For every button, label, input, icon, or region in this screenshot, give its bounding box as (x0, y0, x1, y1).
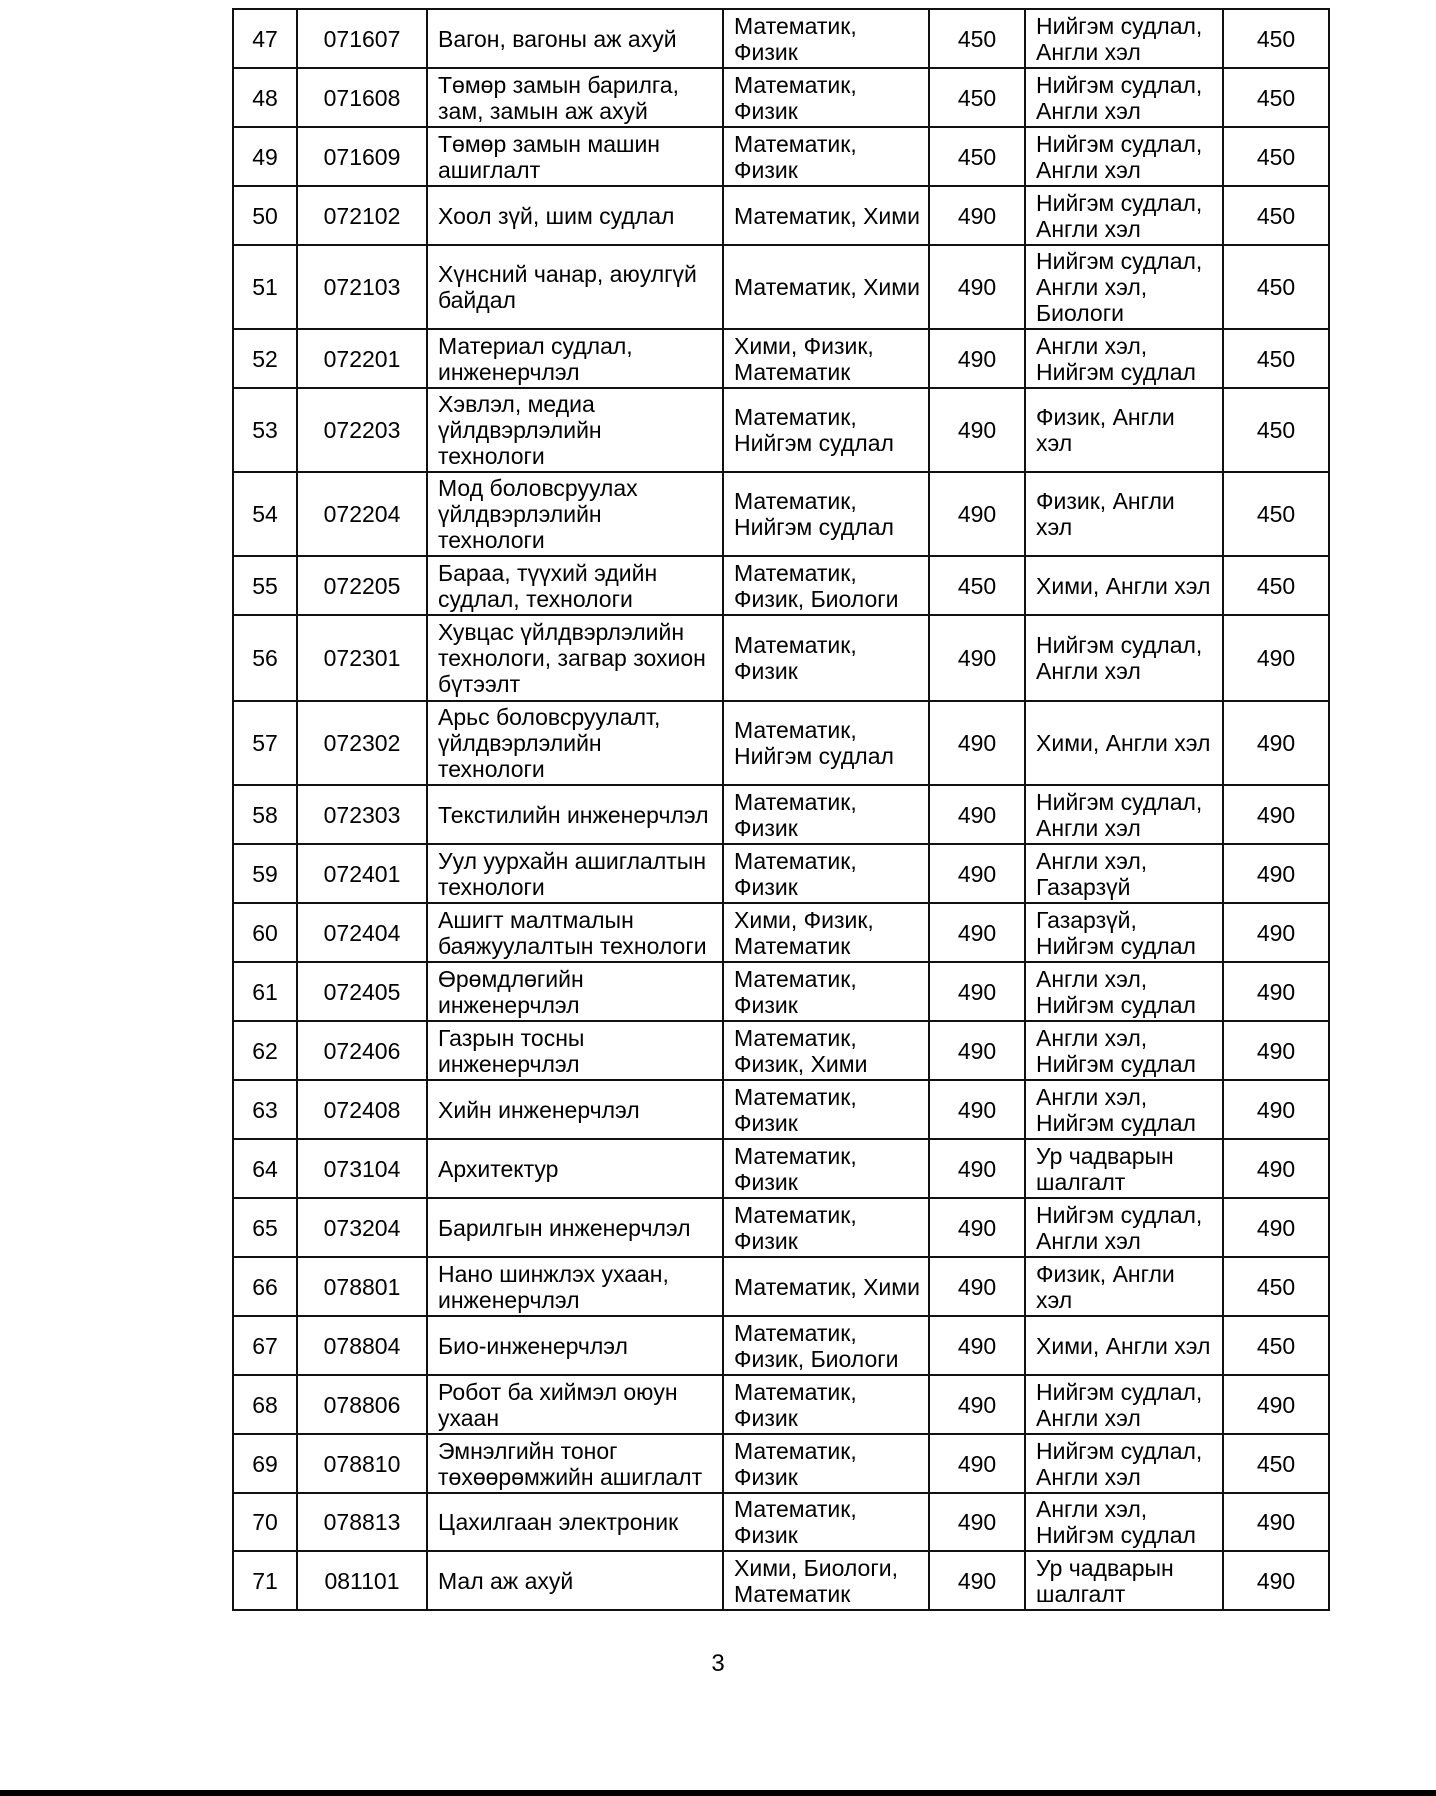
table-row (233, 388, 1329, 472)
secondary-subjects-cell: Нийгэм судлал, Англи хэл, Биологи (1025, 245, 1223, 329)
row-number-cell: 51 (233, 245, 297, 329)
secondary-subjects-cell: Нийгэм судлал, Англи хэл (1025, 1198, 1223, 1257)
secondary-score-cell: 490 (1223, 1021, 1329, 1080)
program-name-cell: Цахилгаан электроник (427, 1493, 723, 1551)
primary-subjects-cell: Математик, Физик (723, 68, 929, 127)
secondary-score-cell: 490 (1223, 1493, 1329, 1551)
secondary-subjects-cell: Англи хэл, Нийгэм судлал (1025, 1021, 1223, 1080)
row-number-cell: 65 (233, 1198, 297, 1257)
row-number-cell: 47 (233, 9, 297, 68)
primary-subjects-cell: Математик, Физик (723, 844, 929, 903)
row-number-cell: 64 (233, 1139, 297, 1198)
primary-subjects-cell: Математик, Физик (723, 1198, 929, 1257)
program-name-cell: Өрөмдлөгийн инженерчлэл (427, 962, 723, 1021)
program-name-cell: Арьс боловсруулалт, үйлдвэрлэлийн технологи (427, 701, 723, 785)
program-code-cell: 078801 (297, 1257, 427, 1316)
row-number-cell: 70 (233, 1493, 297, 1551)
program-name-cell: Био-инженерчлэл (427, 1316, 723, 1375)
secondary-score-cell: 450 (1223, 556, 1329, 615)
program-code-cell: 072204 (297, 472, 427, 556)
program-code-cell: 072408 (297, 1080, 427, 1139)
table-row (233, 1493, 1329, 1551)
primary-subjects-cell: Хими, Биологи, Математик (723, 1551, 929, 1610)
table-row (233, 1375, 1329, 1434)
primary-subjects-cell: Математик, Физик (723, 1375, 929, 1434)
program-name-cell: Эмнэлгийн тоног төхөөрөмжийн ашиглалт (427, 1434, 723, 1493)
primary-score-cell: 490 (929, 1375, 1025, 1434)
program-code-cell: 078813 (297, 1493, 427, 1551)
primary-score-cell: 450 (929, 127, 1025, 186)
primary-score-cell: 490 (929, 1139, 1025, 1198)
primary-score-cell: 490 (929, 472, 1025, 556)
primary-score-cell: 490 (929, 903, 1025, 962)
primary-score-cell: 490 (929, 329, 1025, 388)
secondary-score-cell: 490 (1223, 701, 1329, 785)
secondary-subjects-cell: Хими, Англи хэл (1025, 556, 1223, 615)
table-row (233, 556, 1329, 615)
program-code-cell: 078810 (297, 1434, 427, 1493)
row-number-cell: 60 (233, 903, 297, 962)
row-number-cell: 66 (233, 1257, 297, 1316)
program-code-cell: 081101 (297, 1551, 427, 1610)
secondary-score-cell: 450 (1223, 1257, 1329, 1316)
program-name-cell: Материал судлал, инженерчлэл (427, 329, 723, 388)
secondary-score-cell: 490 (1223, 1139, 1329, 1198)
secondary-subjects-cell: Нийгэм судлал, Англи хэл (1025, 186, 1223, 245)
row-number-cell: 63 (233, 1080, 297, 1139)
table-row (233, 1198, 1329, 1257)
program-code-cell: 071608 (297, 68, 427, 127)
table-row (233, 9, 1329, 68)
secondary-subjects-cell: Нийгэм судлал, Англи хэл (1025, 1434, 1223, 1493)
table-row (233, 245, 1329, 329)
program-name-cell: Мод боловсруулах үйлдвэрлэлийн технологи (427, 472, 723, 556)
primary-subjects-cell: Математик, Физик (723, 785, 929, 844)
primary-score-cell: 490 (929, 388, 1025, 472)
row-number-cell: 71 (233, 1551, 297, 1610)
program-code-cell: 072405 (297, 962, 427, 1021)
program-code-cell: 072301 (297, 615, 427, 701)
row-number-cell: 62 (233, 1021, 297, 1080)
primary-subjects-cell: Математик, Нийгэм судлал (723, 472, 929, 556)
primary-subjects-cell: Хими, Физик, Математик (723, 329, 929, 388)
table-body (233, 9, 1329, 1610)
program-name-cell: Уул уурхайн ашиглалтын технологи (427, 844, 723, 903)
program-code-cell: 078806 (297, 1375, 427, 1434)
program-name-cell: Текстилийн инженерчлэл (427, 785, 723, 844)
program-code-cell: 072205 (297, 556, 427, 615)
primary-subjects-cell: Математик, Хими (723, 1257, 929, 1316)
primary-score-cell: 490 (929, 1080, 1025, 1139)
program-name-cell: Хоол зүй, шим судлал (427, 186, 723, 245)
primary-score-cell: 490 (929, 1316, 1025, 1375)
row-number-cell: 68 (233, 1375, 297, 1434)
program-code-cell: 072102 (297, 186, 427, 245)
program-name-cell: Архитектур (427, 1139, 723, 1198)
table-row (233, 785, 1329, 844)
row-number-cell: 69 (233, 1434, 297, 1493)
primary-score-cell: 490 (929, 1021, 1025, 1080)
primary-subjects-cell: Математик, Нийгэм судлал (723, 388, 929, 472)
secondary-subjects-cell: Хими, Англи хэл (1025, 701, 1223, 785)
secondary-subjects-cell: Нийгэм судлал, Англи хэл (1025, 785, 1223, 844)
row-number-cell: 59 (233, 844, 297, 903)
row-number-cell: 61 (233, 962, 297, 1021)
row-number-cell: 54 (233, 472, 297, 556)
primary-subjects-cell: Математик, Физик (723, 127, 929, 186)
secondary-subjects-cell: Англи хэл, Нийгэм судлал (1025, 962, 1223, 1021)
secondary-score-cell: 490 (1223, 615, 1329, 701)
table-row (233, 1139, 1329, 1198)
table-row (233, 1551, 1329, 1610)
table-row (233, 472, 1329, 556)
secondary-score-cell: 490 (1223, 903, 1329, 962)
secondary-subjects-cell: Нийгэм судлал, Англи хэл (1025, 615, 1223, 701)
secondary-score-cell: 490 (1223, 962, 1329, 1021)
program-name-cell: Хийн инженерчлэл (427, 1080, 723, 1139)
primary-score-cell: 450 (929, 556, 1025, 615)
secondary-subjects-cell: Англи хэл, Газарзүй (1025, 844, 1223, 903)
table-row (233, 844, 1329, 903)
program-code-cell: 071609 (297, 127, 427, 186)
program-name-cell: Төмөр замын машин ашиглалт (427, 127, 723, 186)
secondary-score-cell: 450 (1223, 127, 1329, 186)
secondary-score-cell: 490 (1223, 844, 1329, 903)
table-row (233, 1434, 1329, 1493)
primary-score-cell: 450 (929, 9, 1025, 68)
admission-requirements-table (232, 8, 1330, 1611)
program-name-cell: Барилгын инженерчлэл (427, 1198, 723, 1257)
program-name-cell: Ашигт малтмалын баяжуулалтын технологи (427, 903, 723, 962)
secondary-score-cell: 450 (1223, 186, 1329, 245)
program-code-cell: 072401 (297, 844, 427, 903)
row-number-cell: 50 (233, 186, 297, 245)
table-row (233, 186, 1329, 245)
secondary-score-cell: 450 (1223, 329, 1329, 388)
secondary-score-cell: 490 (1223, 1198, 1329, 1257)
program-code-cell: 072203 (297, 388, 427, 472)
primary-score-cell: 490 (929, 245, 1025, 329)
program-name-cell: Вагон, вагоны аж ахуй (427, 9, 723, 68)
secondary-subjects-cell: Англи хэл, Нийгэм судлал (1025, 329, 1223, 388)
secondary-subjects-cell: Нийгэм судлал, Англи хэл (1025, 68, 1223, 127)
program-name-cell: Мал аж ахуй (427, 1551, 723, 1610)
table-row (233, 1021, 1329, 1080)
row-number-cell: 55 (233, 556, 297, 615)
row-number-cell: 58 (233, 785, 297, 844)
primary-subjects-cell: Хими, Физик, Математик (723, 903, 929, 962)
secondary-score-cell: 450 (1223, 68, 1329, 127)
primary-score-cell: 490 (929, 615, 1025, 701)
program-name-cell: Хүнсний чанар, аюулгүй байдал (427, 245, 723, 329)
primary-subjects-cell: Математик, Физик (723, 1080, 929, 1139)
primary-subjects-cell: Математик, Хими (723, 186, 929, 245)
secondary-subjects-cell: Ур чадварын шалгалт (1025, 1139, 1223, 1198)
program-code-cell: 073104 (297, 1139, 427, 1198)
table-row (233, 127, 1329, 186)
secondary-subjects-cell: Физик, Англи хэл (1025, 1257, 1223, 1316)
program-code-cell: 072103 (297, 245, 427, 329)
primary-subjects-cell: Математик, Нийгэм судлал (723, 701, 929, 785)
secondary-subjects-cell: Хими, Англи хэл (1025, 1316, 1223, 1375)
table-row (233, 1316, 1329, 1375)
primary-score-cell: 490 (929, 1434, 1025, 1493)
table-row (233, 903, 1329, 962)
program-code-cell: 073204 (297, 1198, 427, 1257)
table-row (233, 962, 1329, 1021)
program-code-cell: 072302 (297, 701, 427, 785)
secondary-score-cell: 450 (1223, 1316, 1329, 1375)
program-name-cell: Бараа, түүхий эдийн судлал, технологи (427, 556, 723, 615)
program-name-cell: Төмөр замын барилга, зам, замын аж ахуй (427, 68, 723, 127)
row-number-cell: 57 (233, 701, 297, 785)
program-code-cell: 072404 (297, 903, 427, 962)
program-name-cell: Робот ба хиймэл оюун ухаан (427, 1375, 723, 1434)
row-number-cell: 52 (233, 329, 297, 388)
table-row (233, 68, 1329, 127)
primary-score-cell: 490 (929, 1551, 1025, 1610)
secondary-subjects-cell: Англи хэл, Нийгэм судлал (1025, 1080, 1223, 1139)
secondary-score-cell: 450 (1223, 245, 1329, 329)
secondary-subjects-cell: Ур чадварын шалгалт (1025, 1551, 1223, 1610)
table-row (233, 615, 1329, 701)
table-row (233, 1080, 1329, 1139)
primary-subjects-cell: Математик, Физик (723, 1434, 929, 1493)
primary-subjects-cell: Математик, Физик (723, 615, 929, 701)
table-row (233, 1257, 1329, 1316)
secondary-score-cell: 490 (1223, 785, 1329, 844)
secondary-subjects-cell: Нийгэм судлал, Англи хэл (1025, 1375, 1223, 1434)
primary-score-cell: 490 (929, 701, 1025, 785)
secondary-subjects-cell: Нийгэм судлал, Англи хэл (1025, 9, 1223, 68)
table-row (233, 329, 1329, 388)
secondary-score-cell: 450 (1223, 472, 1329, 556)
secondary-score-cell: 490 (1223, 1080, 1329, 1139)
primary-subjects-cell: Математик, Физик (723, 1493, 929, 1551)
program-code-cell: 072201 (297, 329, 427, 388)
primary-subjects-cell: Математик, Хими (723, 245, 929, 329)
secondary-subjects-cell: Газарзүй, Нийгэм судлал (1025, 903, 1223, 962)
primary-score-cell: 490 (929, 785, 1025, 844)
page-number: 3 (711, 1650, 725, 1677)
program-name-cell: Хэвлэл, медиа үйлдвэрлэлийн технологи (427, 388, 723, 472)
primary-subjects-cell: Математик, Физик (723, 962, 929, 1021)
table-row (233, 701, 1329, 785)
secondary-subjects-cell: Англи хэл, Нийгэм судлал (1025, 1493, 1223, 1551)
primary-subjects-cell: Математик, Физик, Биологи (723, 1316, 929, 1375)
program-name-cell: Нано шинжлэх ухаан, инженерчлэл (427, 1257, 723, 1316)
secondary-score-cell: 450 (1223, 388, 1329, 472)
secondary-score-cell: 450 (1223, 1434, 1329, 1493)
primary-score-cell: 490 (929, 1257, 1025, 1316)
secondary-subjects-cell: Нийгэм судлал, Англи хэл (1025, 127, 1223, 186)
secondary-score-cell: 450 (1223, 9, 1329, 68)
primary-score-cell: 490 (929, 186, 1025, 245)
secondary-score-cell: 490 (1223, 1375, 1329, 1434)
primary-subjects-cell: Математик, Физик (723, 1139, 929, 1198)
secondary-score-cell: 490 (1223, 1551, 1329, 1610)
primary-score-cell: 490 (929, 1493, 1025, 1551)
primary-score-cell: 450 (929, 68, 1025, 127)
row-number-cell: 56 (233, 615, 297, 701)
primary-score-cell: 490 (929, 962, 1025, 1021)
row-number-cell: 48 (233, 68, 297, 127)
secondary-subjects-cell: Физик, Англи хэл (1025, 388, 1223, 472)
row-number-cell: 49 (233, 127, 297, 186)
program-code-cell: 072303 (297, 785, 427, 844)
program-code-cell: 078804 (297, 1316, 427, 1375)
program-code-cell: 071607 (297, 9, 427, 68)
primary-subjects-cell: Математик, Физик, Биологи (723, 556, 929, 615)
row-number-cell: 53 (233, 388, 297, 472)
program-name-cell: Хувцас үйлдвэрлэлийн технологи, загвар зохион бүтээлт (427, 615, 723, 701)
program-name-cell: Газрын тосны инженерчлэл (427, 1021, 723, 1080)
primary-score-cell: 490 (929, 844, 1025, 903)
secondary-subjects-cell: Физик, Англи хэл (1025, 472, 1223, 556)
program-code-cell: 072406 (297, 1021, 427, 1080)
row-number-cell: 67 (233, 1316, 297, 1375)
primary-subjects-cell: Математик, Физик, Хими (723, 1021, 929, 1080)
bottom-rule (0, 1790, 1436, 1796)
primary-subjects-cell: Математик, Физик (723, 9, 929, 68)
primary-score-cell: 490 (929, 1198, 1025, 1257)
